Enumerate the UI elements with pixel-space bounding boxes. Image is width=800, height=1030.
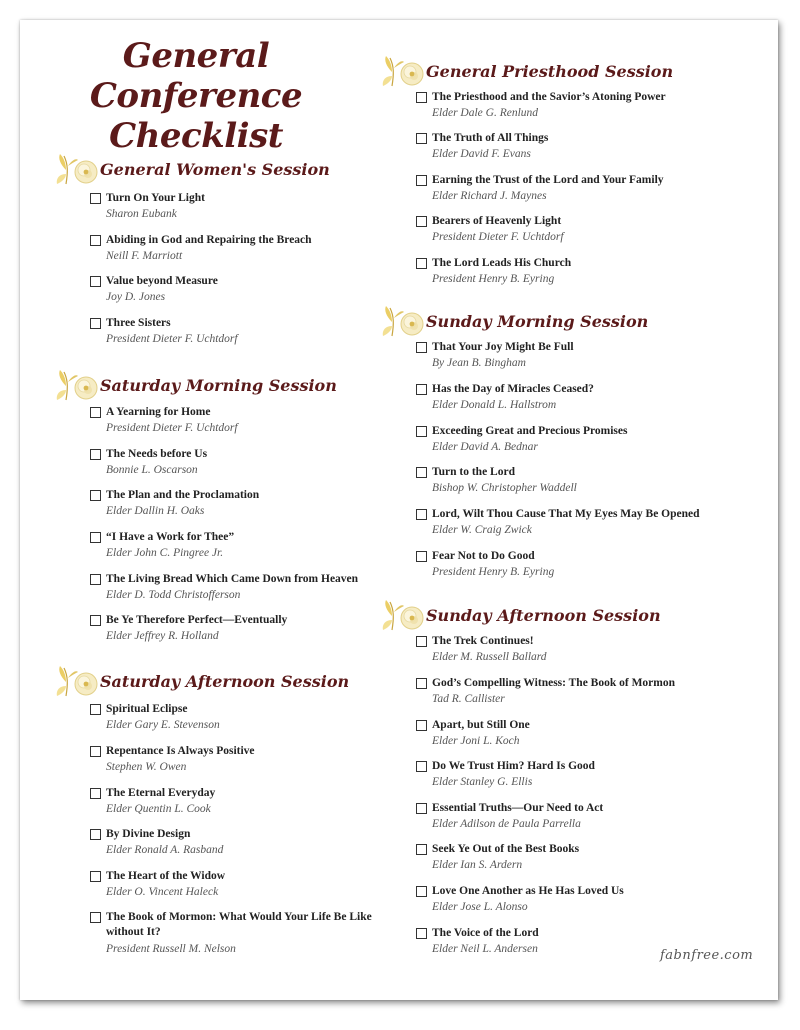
talk-title: Fear Not to Do Good <box>432 550 535 562</box>
section-title: Saturday Morning Session <box>100 376 337 395</box>
talk-speaker: President Dieter F. Uchtdorf <box>432 231 564 243</box>
talk-speaker: Elder W. Craig Zwick <box>432 524 532 536</box>
talk-checkbox[interactable] <box>416 803 427 814</box>
talk-speaker: Elder Dallin H. Oaks <box>106 505 205 517</box>
talk-checkbox[interactable] <box>416 426 427 437</box>
talk-checkbox[interactable] <box>90 574 101 585</box>
title-line-2: Checklist <box>109 116 283 156</box>
talk-checkbox[interactable] <box>416 720 427 731</box>
flower-icon <box>380 596 428 636</box>
talk-title: God’s Compelling Witness: The Book of Mormon <box>432 677 676 689</box>
talk-title: Essential Truths—Our Need to Act <box>432 802 604 814</box>
talk-speaker: Elder Richard J. Maynes <box>432 190 547 202</box>
talk-speaker: Neill F. Marriott <box>106 250 183 262</box>
talk-title: Abiding in God and Repairing the Breach <box>106 234 312 246</box>
talk-checkbox[interactable] <box>416 928 427 939</box>
flower-icon <box>54 150 102 190</box>
talk-speaker: Tad R. Callister <box>432 693 505 705</box>
talk-title: Exceeding Great and Precious Promises <box>432 425 628 437</box>
talk-checkbox[interactable] <box>90 871 101 882</box>
talk-checkbox[interactable] <box>416 886 427 897</box>
talk-checkbox[interactable] <box>90 615 101 626</box>
talk-title: Spiritual Eclipse <box>106 703 188 715</box>
talk-checkbox[interactable] <box>416 258 427 269</box>
talk-speaker: Elder Ronald A. Rasband <box>106 844 224 856</box>
talk-speaker: Bishop W. Christopher Waddell <box>432 482 577 494</box>
talk-title: The Eternal Everyday <box>106 787 216 799</box>
talk-checkbox[interactable] <box>416 175 427 186</box>
talk-title: The Plan and the Proclamation <box>106 489 260 501</box>
section-title: General Women's Session <box>100 160 330 179</box>
talk-speaker: Bonnie L. Oscarson <box>106 464 198 476</box>
talk-title: By Divine Design <box>106 828 191 840</box>
talk-title: That Your Joy Might Be Full <box>432 341 574 353</box>
talk-checkbox[interactable] <box>90 318 101 329</box>
brand-signature: fabnfree.com <box>660 948 754 963</box>
talk-title: “I Have a Work for Thee” <box>106 531 235 543</box>
talk-title: The Lord Leads His Church <box>432 257 572 269</box>
talk-title: The Needs before Us <box>106 448 208 460</box>
talk-title: Turn to the Lord <box>432 466 515 478</box>
section-title: Sunday Morning Session <box>426 312 649 331</box>
flower-icon <box>380 52 428 92</box>
talk-speaker: President Henry B. Eyring <box>432 566 555 578</box>
talk-title: Has the Day of Miracles Ceased? <box>432 383 594 395</box>
talk-checkbox[interactable] <box>90 490 101 501</box>
talk-title: The Trek Continues! <box>432 635 534 647</box>
talk-checkbox[interactable] <box>90 276 101 287</box>
flower-icon <box>54 662 102 702</box>
talk-speaker: Elder Adilson de Paula Parrella <box>432 818 581 830</box>
talk-title: Lord, Wilt Thou Cause That My Eyes May Be Opened <box>432 508 700 520</box>
page-title <box>46 36 346 156</box>
talk-title: Earning the Trust of the Lord and Your Family <box>432 174 664 186</box>
talk-speaker: President Dieter F. Uchtdorf <box>106 333 238 345</box>
talk-speaker: Elder John C. Pingree Jr. <box>106 547 224 559</box>
talk-speaker: Stephen W. Owen <box>106 761 187 773</box>
talk-speaker: Elder Jose L. Alonso <box>432 901 528 913</box>
talk-checkbox[interactable] <box>90 912 101 923</box>
talk-title: Three Sisters <box>106 317 171 329</box>
talk-checkbox[interactable] <box>416 551 427 562</box>
talk-title: A Yearning for Home <box>106 406 211 418</box>
talk-checkbox[interactable] <box>416 761 427 772</box>
talk-checkbox[interactable] <box>416 92 427 103</box>
talk-title: Repentance Is Always Positive <box>106 745 255 757</box>
talk-checkbox[interactable] <box>416 133 427 144</box>
talk-speaker: Elder Ian S. Ardern <box>432 859 523 871</box>
section-title: Sunday Afternoon Session <box>426 606 661 625</box>
talk-checkbox[interactable] <box>90 193 101 204</box>
title-line-1: General Conference <box>89 36 303 116</box>
talk-checkbox[interactable] <box>90 788 101 799</box>
talk-speaker: Elder David A. Bednar <box>432 441 538 453</box>
talk-title: Be Ye Therefore Perfect—Eventually <box>106 614 288 626</box>
talk-title: Love One Another as He Has Loved Us <box>432 885 624 897</box>
talk-checkbox[interactable] <box>90 532 101 543</box>
talk-title: Apart, but Still One <box>432 719 530 731</box>
talk-speaker: Elder Donald L. Hallstrom <box>432 399 557 411</box>
talk-speaker: Elder Jeffrey R. Holland <box>106 630 219 642</box>
talk-speaker: Elder O. Vincent Haleck <box>106 886 219 898</box>
talk-speaker: President Dieter F. Uchtdorf <box>106 422 238 434</box>
talk-checkbox[interactable] <box>416 216 427 227</box>
talk-title: Bearers of Heavenly Light <box>432 215 562 227</box>
talk-checkbox[interactable] <box>416 678 427 689</box>
talk-title: The Priesthood and the Savior’s Atoning Power <box>432 91 666 103</box>
talk-checkbox[interactable] <box>416 509 427 520</box>
talk-checkbox[interactable] <box>416 467 427 478</box>
talk-checkbox[interactable] <box>90 235 101 246</box>
talk-title: Turn On Your Light <box>106 192 205 204</box>
talk-title: The Voice of the Lord <box>432 927 539 939</box>
talk-speaker: By Jean B. Bingham <box>432 357 526 369</box>
talk-speaker: Elder Neil L. Andersen <box>432 943 538 955</box>
talk-checkbox[interactable] <box>90 829 101 840</box>
talk-speaker: President Henry B. Eyring <box>432 273 555 285</box>
talk-title: The Book of Mormon: What Would Your Life Be Like without It? <box>106 911 372 938</box>
talk-title: The Living Bread Which Came Down from Heaven <box>106 573 359 585</box>
talk-title: Do We Trust Him? Hard Is Good <box>432 760 595 772</box>
talk-speaker: President Russell M. Nelson <box>106 943 236 955</box>
talk-checkbox[interactable] <box>416 636 427 647</box>
talk-speaker: Sharon Eubank <box>106 208 177 220</box>
talk-checkbox[interactable] <box>416 844 427 855</box>
section-title: General Priesthood Session <box>426 62 674 81</box>
talk-title: Value beyond Measure <box>106 275 218 287</box>
talk-speaker: Elder Joni L. Koch <box>432 735 520 747</box>
talk-speaker: Elder M. Russell Ballard <box>432 651 547 663</box>
talk-checkbox[interactable] <box>90 449 101 460</box>
flower-icon <box>380 302 428 342</box>
talk-checkbox[interactable] <box>90 746 101 757</box>
talk-speaker: Elder D. Todd Christofferson <box>106 589 241 601</box>
talk-speaker: Elder Dale G. Renlund <box>432 107 539 119</box>
talk-checkbox[interactable] <box>416 384 427 395</box>
talk-speaker: Joy D. Jones <box>106 291 166 303</box>
talk-speaker: Elder David F. Evans <box>432 148 531 160</box>
talk-title: The Heart of the Widow <box>106 870 226 882</box>
talk-title: The Truth of All Things <box>432 132 549 144</box>
flower-icon <box>54 366 102 406</box>
section-title: Saturday Afternoon Session <box>100 672 350 691</box>
talk-speaker: Elder Quentin L. Cook <box>106 803 211 815</box>
talk-checkbox[interactable] <box>90 704 101 715</box>
talk-speaker: Elder Gary E. Stevenson <box>106 719 220 731</box>
talk-speaker: Elder Stanley G. Ellis <box>432 776 533 788</box>
talk-checkbox[interactable] <box>416 342 427 353</box>
talk-title: Seek Ye Out of the Best Books <box>432 843 580 855</box>
talk-checkbox[interactable] <box>90 407 101 418</box>
